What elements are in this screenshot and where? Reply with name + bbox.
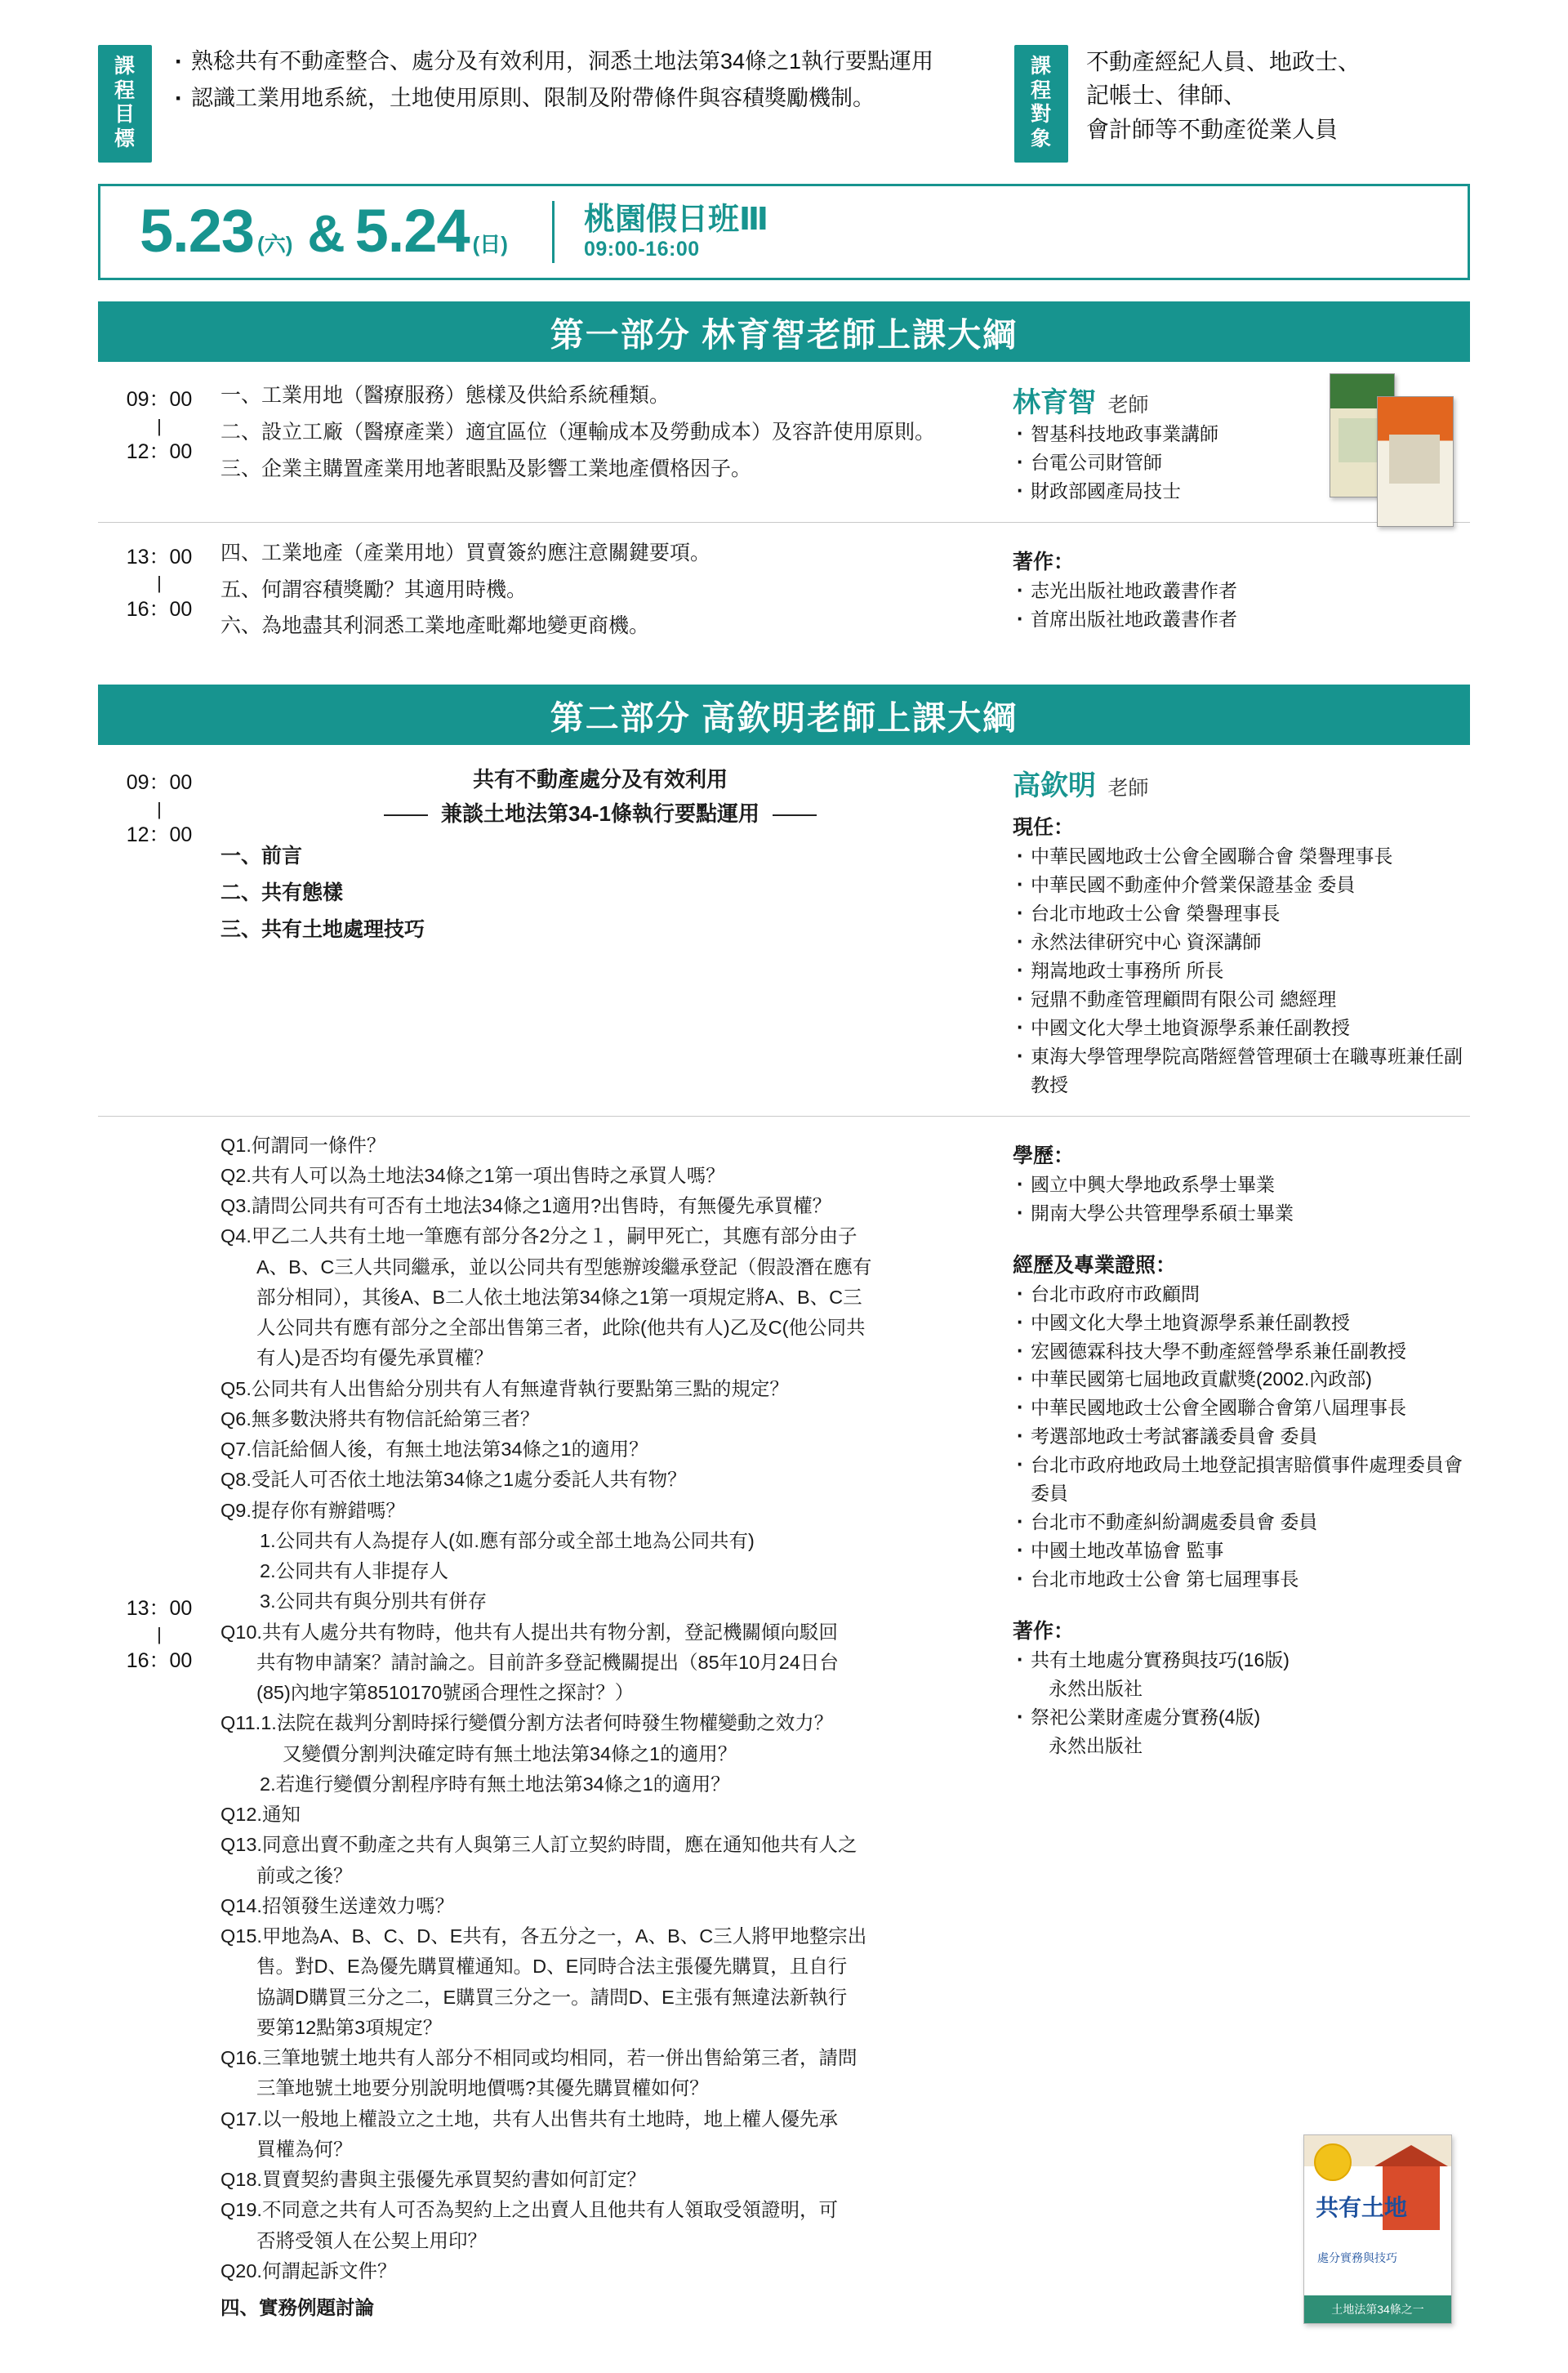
outline-col xyxy=(220,763,998,1100)
question-item: Q7.信託給個人後，有無土地法第34條之1的適用？ xyxy=(220,1439,648,1461)
section-2-banner: 第二部分 高欽明老師上課大綱 xyxy=(98,685,1470,745)
outline-item: 六、為地盡其利洞悉工業地產毗鄰地變更商機。 xyxy=(220,614,650,638)
time-start: 09：00 xyxy=(126,388,193,411)
question-item-cont: 售。對D、E為優先購買權通知。D、E同時合法主張優先購買，且自行 xyxy=(256,1956,848,1978)
schedule-row xyxy=(98,523,1470,663)
question-list xyxy=(220,1131,998,2325)
works-publisher: 永然出版社 xyxy=(1049,1678,1143,1700)
teacher-profile-kao xyxy=(998,763,1470,1100)
time-end: 12：00 xyxy=(126,439,193,463)
teacher-detail-kao xyxy=(998,1131,1470,2325)
current-item: · 永然法律研究中心 資深講師 xyxy=(1013,928,1470,957)
question-sub-item: 1.公同共有人為提存人(如.應有部分或全部土地為公同共有) xyxy=(260,1529,755,1551)
current-item: · 東海大學管理學院高階經營管理碩士在職專班兼任副教授 xyxy=(1013,1042,1470,1100)
teacher-name: 高欽明 xyxy=(1013,770,1096,802)
question-item: Q13.同意出賣不動產之共有人與第三人訂立契約時間，應在通知他共有人之 xyxy=(220,1834,858,1856)
current-item: · 中華民國地政士公會全國聯合會 榮譽理事長 xyxy=(1013,842,1470,871)
time-end: 16：00 xyxy=(126,597,193,621)
question-item-cont: 人公同共有應有部分之全部出售第三者，此除(他共有人)乙及C(他公同共 xyxy=(256,1317,866,1339)
section-1-banner: 第一部分 林育智老師上課大綱 xyxy=(98,301,1470,362)
works-item: · 志光出版社地政叢書作者 xyxy=(1013,577,1470,605)
question-item: Q20.何謂起訴文件？ xyxy=(220,2259,397,2282)
date-second-weekday: (日) xyxy=(472,231,508,256)
objective-tag xyxy=(98,45,152,163)
works-list xyxy=(1013,577,1470,634)
book-cover-subtitle: 處分實務與技巧 xyxy=(1317,2251,1397,2265)
section-1-content xyxy=(98,365,1470,663)
teacher-name: 林育智 xyxy=(1013,387,1096,418)
class-name: 桃園假日班Ⅲ xyxy=(583,202,768,237)
rule-right-icon xyxy=(773,814,817,816)
objective-item: · 認識工業用地系統，土地使用原則、限制及附帶條件與容積獎勵機制。 xyxy=(170,82,996,115)
question-item-cont: 三筆地號土地要分別說明地價嗎?其優先購買權如何？ xyxy=(256,2077,709,2099)
date-first: 5.23 xyxy=(140,196,255,265)
topic-title-line2: 兼談土地法第34-1條執行要點運用 xyxy=(440,801,760,826)
audience-tag-char-1: 課 xyxy=(1030,55,1052,78)
teacher-role: 老師 xyxy=(1107,777,1149,801)
current-item: · 台北市地政士公會 榮譽理事長 xyxy=(1013,899,1470,928)
time-end: 12：00 xyxy=(126,823,193,846)
time-start: 13：00 xyxy=(126,1596,193,1620)
works-heading: 著作： xyxy=(1013,550,1075,573)
teacher-works-lin xyxy=(998,537,1470,647)
question-item: Q19.不同意之共有人可否為契約上之出賣人且他共有人領取受領證明，可 xyxy=(220,2199,838,2221)
works-publisher: 永然出版社 xyxy=(1049,1734,1143,1756)
experience-item: · 台北市政府地政局土地登記損害賠償事件處理委員會委員 xyxy=(1013,1451,1470,1508)
question-item: Q12.通知 xyxy=(220,1804,301,1826)
outline-item: 四、實務例題討論 xyxy=(220,2297,374,2319)
question-item-cont: 協調D購買三分之二，E購買三分之一。請問D、E主張有無違法新執行 xyxy=(256,1986,848,2008)
question-item: Q4.甲乙二人共有土地一筆應有部分各2分之１，嗣甲死亡，其應有部分由子 xyxy=(220,1225,858,1247)
schedule-row xyxy=(98,748,1470,1117)
topic-title-line1: 共有不動產處分及有效利用 xyxy=(472,767,728,792)
teacher-name-row xyxy=(1013,763,1470,803)
objective-tag-char-2: 程 xyxy=(114,78,136,102)
book-cover-orange xyxy=(1377,396,1454,527)
time-start: 09：00 xyxy=(126,771,193,795)
question-item-cont: 又變價分割判決確定時有無土地法第34條之1的適用？ xyxy=(283,1742,737,1764)
date-ampersand: & xyxy=(307,203,345,263)
outline-item: 一、前言 xyxy=(220,845,303,868)
question-sub-item: 2.公同共有人非提存人 xyxy=(260,1560,449,1582)
outline-item: 二、共有態樣 xyxy=(220,881,344,905)
experience-item: · 中華民國第七屆地政貢獻獎(2002.內政部) xyxy=(1013,1365,1470,1394)
teacher-role: 老師 xyxy=(1107,394,1149,417)
experience-heading: 經歷及專業證照： xyxy=(1013,1253,1177,1277)
outline-item: 三、共有土地處理技巧 xyxy=(220,917,425,941)
works-item: · 祭祀公業財產處分實務(4版) xyxy=(1013,1703,1470,1732)
book-photo-group xyxy=(1323,373,1478,524)
outline-item: 一、工業用地（醫療服務）態樣及供給系統種類。 xyxy=(220,384,670,407)
time-col xyxy=(98,763,220,1100)
schedule-row xyxy=(98,365,1470,523)
experience-item: · 宏國德霖科技大學不動產經營學系兼任副教授 xyxy=(1013,1337,1470,1366)
question-item-cont: 前或之後？ xyxy=(256,1864,353,1886)
outline-item: 四、工業地產（產業用地）買賣簽約應注意關鍵要項。 xyxy=(220,541,711,564)
date-divider xyxy=(552,201,555,263)
book-cover-title: 共有土地 xyxy=(1316,2195,1408,2221)
section-2-content xyxy=(98,748,1470,2340)
question-item: Q16.三筆地號土地共有人部分不相同或均相同，若一併出售給第三者，請問 xyxy=(220,2047,858,2069)
question-item: Q3.請問公同共有可否有土地法34條之1適用?出售時，有無優先承買權？ xyxy=(220,1195,832,1217)
audience-box xyxy=(1086,45,1470,146)
teacher-title-item: · 台電公司財管師 xyxy=(1013,448,1470,477)
current-list xyxy=(1013,842,1470,1100)
works-item: · 首席出版社地政叢書作者 xyxy=(1013,605,1470,634)
audience-line: 不動產經紀人員、地政士、 xyxy=(1086,49,1361,74)
experience-item: · 台北市不動產糾紛調處委員會 委員 xyxy=(1013,1508,1470,1537)
current-item: · 冠鼎不動產管理顧問有限公司 總經理 xyxy=(1013,985,1470,1014)
experience-item: · 台北市政府市政顧問 xyxy=(1013,1280,1470,1309)
question-item-cont: 要第12點第3項規定？ xyxy=(256,2016,443,2038)
book-cover-footer: 土地法第34條之一 xyxy=(1331,2303,1424,2317)
outline-col xyxy=(220,380,998,506)
date-second: 5.24 xyxy=(354,196,470,265)
current-heading: 現任： xyxy=(1013,816,1075,840)
book-cover-photo xyxy=(1303,2134,1452,2324)
question-item: Q11.1.法院在裁判分割時採行變價分割方法者何時發生物權變動之效力？ xyxy=(220,1712,834,1734)
objective-tag-char-4: 標 xyxy=(114,127,136,150)
question-item: Q6.無多數決將共有物信託給第三者？ xyxy=(220,1407,540,1430)
date-bar xyxy=(98,184,1470,280)
teacher-profile-lin xyxy=(998,380,1470,506)
time-dash: | xyxy=(157,415,162,436)
education-heading: 學歷： xyxy=(1013,1144,1075,1167)
audience-line: 會計師等不動產從業人員 xyxy=(1086,116,1339,142)
audience-tag-char-4: 象 xyxy=(1030,127,1052,150)
class-info xyxy=(584,203,768,262)
question-item: Q15.甲地為A、B、C、D、E共有，各五分之一，A、B、C三人將甲地整宗出 xyxy=(220,1925,867,1947)
current-item: · 翔嵩地政士事務所 所長 xyxy=(1013,957,1470,985)
works-heading: 著作： xyxy=(1013,1620,1075,1644)
objective-box xyxy=(170,45,996,118)
question-item-cont: 買權為何？ xyxy=(256,2138,353,2160)
experience-item: · 中國土地改革協會 監事 xyxy=(1013,1537,1470,1565)
audience-tag-char-3: 對 xyxy=(1030,103,1052,126)
experience-item: · 中國文化大學土地資源學系兼任副教授 xyxy=(1013,1309,1470,1337)
experience-item: · 考選部地政士考試審議委員會 委員 xyxy=(1013,1422,1470,1451)
question-item-cont: 有人)是否均有優先承買權？ xyxy=(256,1347,493,1369)
teacher-title-item: · 智基科技地政事業講師 xyxy=(1013,420,1470,448)
time-dash: | xyxy=(157,798,162,819)
works-item: · 共有土地處分實務與技巧(16版) xyxy=(1013,1646,1470,1675)
question-item: Q10.共有人處分共有物時，他共有人提出共有物分割，登記機關傾向駁回 xyxy=(220,1621,838,1643)
audience-tag xyxy=(1014,45,1068,163)
question-item-cont: 否將受領人在公契上用印？ xyxy=(256,2229,487,2251)
topic-title-line2-wrap xyxy=(220,797,980,832)
education-item: · 開南大學公共管理學系碩士畢業 xyxy=(1013,1199,1470,1228)
question-item: Q1.何謂同一條件？ xyxy=(220,1134,386,1156)
question-item: Q5.公同共有人出售給分別共有人有無違背執行要點第三點的規定？ xyxy=(220,1377,789,1399)
schedule-row xyxy=(98,1117,1470,2341)
topic-title xyxy=(220,763,980,831)
book-badge-icon xyxy=(1314,2143,1352,2181)
time-dash: | xyxy=(157,573,162,594)
question-item: Q2.共有人可以為土地法34條之1第一項出售時之承買人嗎？ xyxy=(220,1164,725,1186)
question-item-cont: 共有物申請案？請討論之。目前許多登記機關提出（85年10月24日台 xyxy=(256,1651,839,1673)
question-item: Q8.受託人可否依土地法第34條之1處分委託人共有物？ xyxy=(220,1469,687,1491)
question-item-cont: (85)內地字第8510170號函合理性之探討？） xyxy=(256,1682,635,1704)
education-list xyxy=(1013,1171,1470,1228)
current-item: · 中華民國不動產仲介營業保證基金 委員 xyxy=(1013,871,1470,899)
time-end: 16：00 xyxy=(126,1648,193,1672)
experience-item: · 台北市地政士公會 第七屆理事長 xyxy=(1013,1565,1470,1594)
objective-item: · 熟稔共有不動產整合、處分及有效利用，洞悉土地法第34條之1執行要點運用 xyxy=(170,45,996,78)
question-item-cont: A、B、C三人共同繼承，並以公同共有型態辦竣繼承登記（假設潛在應有 xyxy=(256,1256,872,1278)
outline-col xyxy=(220,537,998,647)
teacher-title-item: · 財政部國產局技士 xyxy=(1013,477,1470,506)
time-col xyxy=(98,537,220,647)
date-first-weekday: (六) xyxy=(257,231,293,256)
question-sub-item: 2.若進行變價分割程序時有無土地法第34條之1的適用？ xyxy=(260,1773,730,1795)
book-cover-footer-band xyxy=(1304,2295,1451,2323)
top-info-row xyxy=(98,45,1470,163)
question-item: Q18.買賣契約書與主張優先承買契約書如何訂定？ xyxy=(220,2169,646,2191)
question-item: Q14.招領發生送達效力嗎？ xyxy=(220,1894,454,1916)
question-item-cont: 部分相同），其後A、B二人依土地法第34條之1第一項規定將A、B、C三 xyxy=(256,1286,862,1308)
audience-tag-char-2: 程 xyxy=(1030,78,1052,102)
audience-line: 記帳士、律師、 xyxy=(1086,83,1247,109)
works-list xyxy=(1013,1646,1470,1760)
education-item: · 國立中興大學地政系學士畢業 xyxy=(1013,1171,1470,1199)
time-col xyxy=(98,380,220,506)
question-item: Q17.以一般地上權設立之土地，共有人出售共有土地時，地上權人優先承 xyxy=(220,2108,838,2130)
time-col xyxy=(98,1131,220,2325)
objective-tag-char-1: 課 xyxy=(114,55,136,78)
time-start: 13：00 xyxy=(126,545,193,569)
date-left-group xyxy=(100,196,544,265)
rule-left-icon xyxy=(384,814,428,816)
outline-item: 五、何謂容積獎勵？其適用時機。 xyxy=(220,578,528,601)
question-item: Q9.提存你有辦錯嗎？ xyxy=(220,1499,405,1521)
class-time: 09:00-16:00 xyxy=(583,238,700,261)
question-sub-item: 3.公同共有與分別共有併存 xyxy=(260,1590,488,1612)
current-item: · 中國文化大學土地資源學系兼任副教授 xyxy=(1013,1014,1470,1042)
experience-list xyxy=(1013,1280,1470,1594)
experience-item: · 中華民國地政士公會全國聯合會第八屆理事長 xyxy=(1013,1394,1470,1422)
objective-tag-char-3: 目 xyxy=(114,103,136,126)
time-dash: | xyxy=(157,1624,162,1645)
outline-item: 三、企業主購置產業用地著眼點及影響工業地產價格因子。 xyxy=(220,457,752,480)
objective-list xyxy=(170,45,996,115)
outline-item: 二、設立工廠（醫療產業）適宜區位（運輸成本及勞動成本）及容許使用原則。 xyxy=(220,420,936,444)
